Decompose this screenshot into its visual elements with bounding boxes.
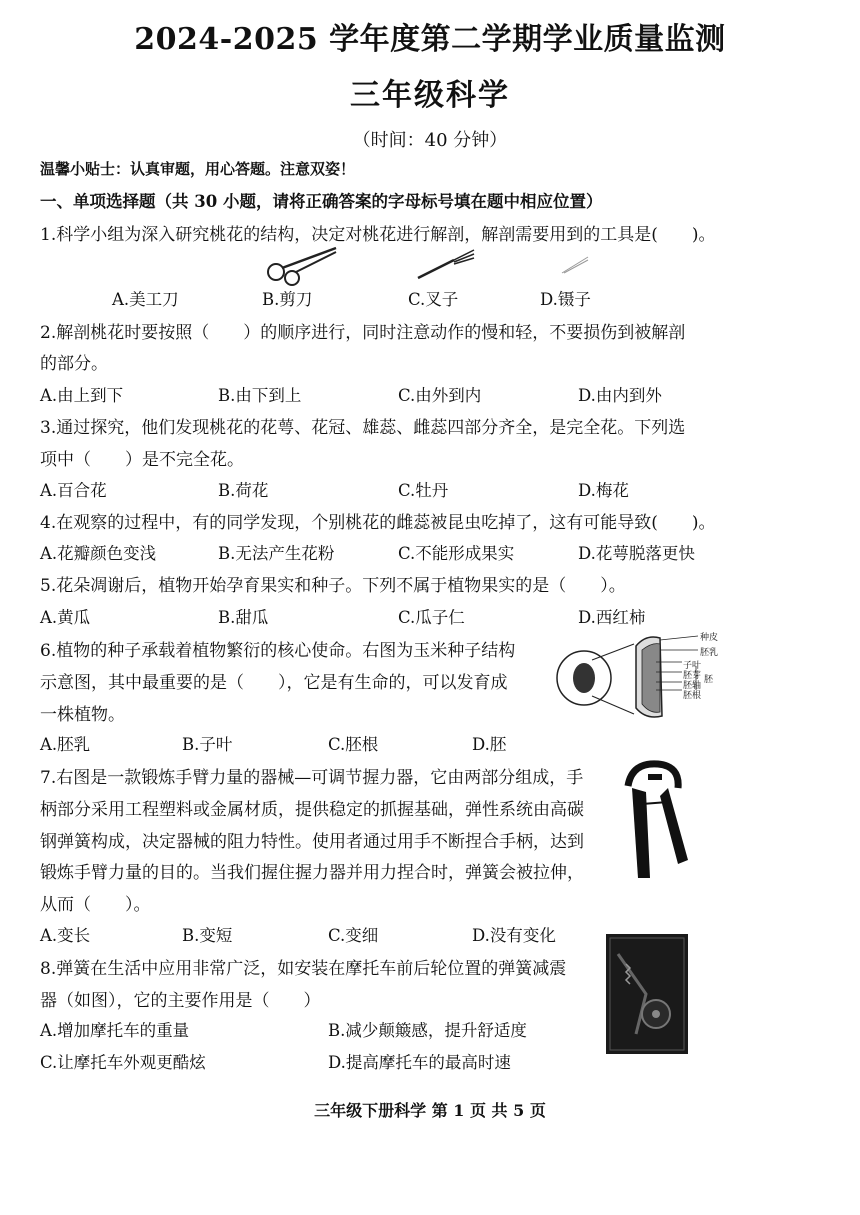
question-6-line-2: 示意图，其中最重要的是（ ），它是有生命的，可以发育成	[40, 673, 508, 693]
question-5: 5.花朵凋谢后，植物开始孕育果实和种子。下列不属于植物果实的是（ ）。	[40, 576, 626, 596]
question-7-line-4: 锻炼手臂力量的目的。当我们握住握力器并用力捏合时，弹簧会被拉伸，	[40, 863, 584, 883]
question-7-line-5: 从而（ ）。	[40, 895, 151, 915]
exam-title: 2024-2025 学年度第二学期学业质量监测	[134, 22, 726, 57]
q1-option-b: B.剪刀	[262, 290, 313, 309]
question-6-line-3: 一株植物。	[40, 705, 125, 725]
seed-coat-label: 种皮	[700, 633, 719, 643]
q2-option-b: B.由下到上	[218, 386, 302, 405]
q7-option-c: C.变细	[328, 926, 379, 945]
q5-option-a: A.黄瓜	[40, 608, 91, 627]
tweezers-image	[560, 255, 590, 275]
exam-tip: 温馨小贴士：认真审题，用心答题。注意双姿！	[40, 160, 356, 178]
q8-option-c: C.让摩托车外观更酷炫	[40, 1053, 206, 1072]
question-7-line-2: 柄部分采用工程塑料或金属材质，提供稳定的抓握基础，弹性系统由高碳	[40, 800, 584, 820]
question-1: 1.科学小组为深入研究桃花的结构，决定对桃花进行解剖，解剖需要用到的工具是( )。	[40, 225, 716, 245]
exam-time: （时间：40 分钟）	[352, 130, 508, 151]
q7-option-b: B.变短	[182, 926, 233, 945]
q4-option-d: D.花萼脱落更快	[578, 544, 695, 563]
q5-option-c: C.瓜子仁	[398, 608, 465, 627]
q2-option-a: A.由上到下	[40, 386, 124, 405]
q2-option-c: C.由外到内	[398, 386, 482, 405]
q6-option-a: A.胚乳	[40, 735, 91, 754]
cotyledon-label: 子叶	[683, 661, 702, 671]
hand-gripper-image	[618, 756, 694, 884]
fork-image	[414, 248, 478, 282]
q1-option-d: D.镊子	[540, 290, 591, 309]
q3-option-c: C.牡丹	[398, 481, 449, 500]
shock-absorber-photo	[606, 934, 688, 1054]
q3-option-b: B.荷花	[218, 481, 269, 500]
q8-option-a: A.增加摩托车的重量	[40, 1021, 190, 1040]
q8-option-d: D.提高摩托车的最高时速	[328, 1053, 511, 1072]
q3-option-d: D.梅花	[578, 481, 629, 500]
q6-option-b: B.子叶	[182, 735, 233, 754]
q5-option-b: B.甜瓜	[218, 608, 269, 627]
question-2-line-2: 的部分。	[40, 354, 108, 374]
embryo-label: 胚	[704, 675, 714, 685]
question-4: 4.在观察的过程中，有的同学发现，个别桃花的雌蕊被昆虫吃掉了，这有可能导致( )。	[40, 513, 716, 533]
question-7-line-1: 7.右图是一款锻炼手臂力量的器械—可调节握力器，它由两部分组成，手	[40, 768, 584, 788]
q4-option-c: C.不能形成果实	[398, 544, 515, 563]
endosperm-label: 胚乳	[700, 648, 719, 658]
radicle-label: 胚根	[683, 691, 702, 701]
q7-option-a: A.变长	[40, 926, 91, 945]
section-heading: 一、单项选择题（共 30 小题，请将正确答案的字母标号填在题中相应位置）	[40, 192, 603, 211]
plumule-label: 胚芽	[683, 671, 702, 681]
question-2-line-1: 2.解剖桃花时要按照（ ）的顺序进行，同时注意动作的慢和轻，不要损伤到被解剖	[40, 323, 686, 343]
q5-option-d: D.西红柿	[578, 608, 646, 627]
exam-subject: 三年级科学	[350, 78, 510, 113]
question-3-line-2: 项中（ ）是不完全花。	[40, 450, 244, 470]
q7-option-d: D.没有变化	[472, 926, 556, 945]
q2-option-d: D.由内到外	[578, 386, 662, 405]
q4-option-b: B.无法产生花粉	[218, 544, 335, 563]
scissors-image	[262, 244, 342, 288]
page-footer: 三年级下册科学 第 1 页 共 5 页	[314, 1101, 546, 1120]
q3-option-a: A.百合花	[40, 481, 107, 500]
question-8-line-1: 8.弹簧在生活中应用非常广泛，如安装在摩托车前后轮位置的弹簧减震	[40, 959, 567, 979]
question-8-line-2: 器（如图），它的主要作用是（ ）	[40, 991, 321, 1011]
q8-option-b: B.减少颠簸感，提升舒适度	[328, 1021, 527, 1040]
q6-option-c: C.胚根	[328, 735, 379, 754]
hypocotyl-label: 胚轴	[683, 681, 702, 691]
q1-option-a: A.美工刀	[112, 290, 179, 309]
q4-option-a: A.花瓣颜色变浅	[40, 544, 157, 563]
question-6-line-1: 6.植物的种子承载着植物繁衍的核心使命。右图为玉米种子结构	[40, 641, 516, 661]
q1-option-c: C.叉子	[408, 290, 459, 309]
question-7-line-3: 钢弹簧构成，决定器械的阻力特性。使用者通过用手不断捏合手柄，达到	[40, 832, 584, 852]
question-3-line-1: 3.通过探究，他们发现桃花的花萼、花冠、雄蕊、雌蕊四部分齐全，是完全花。下列选	[40, 418, 686, 438]
q6-option-d: D.胚	[472, 735, 507, 754]
